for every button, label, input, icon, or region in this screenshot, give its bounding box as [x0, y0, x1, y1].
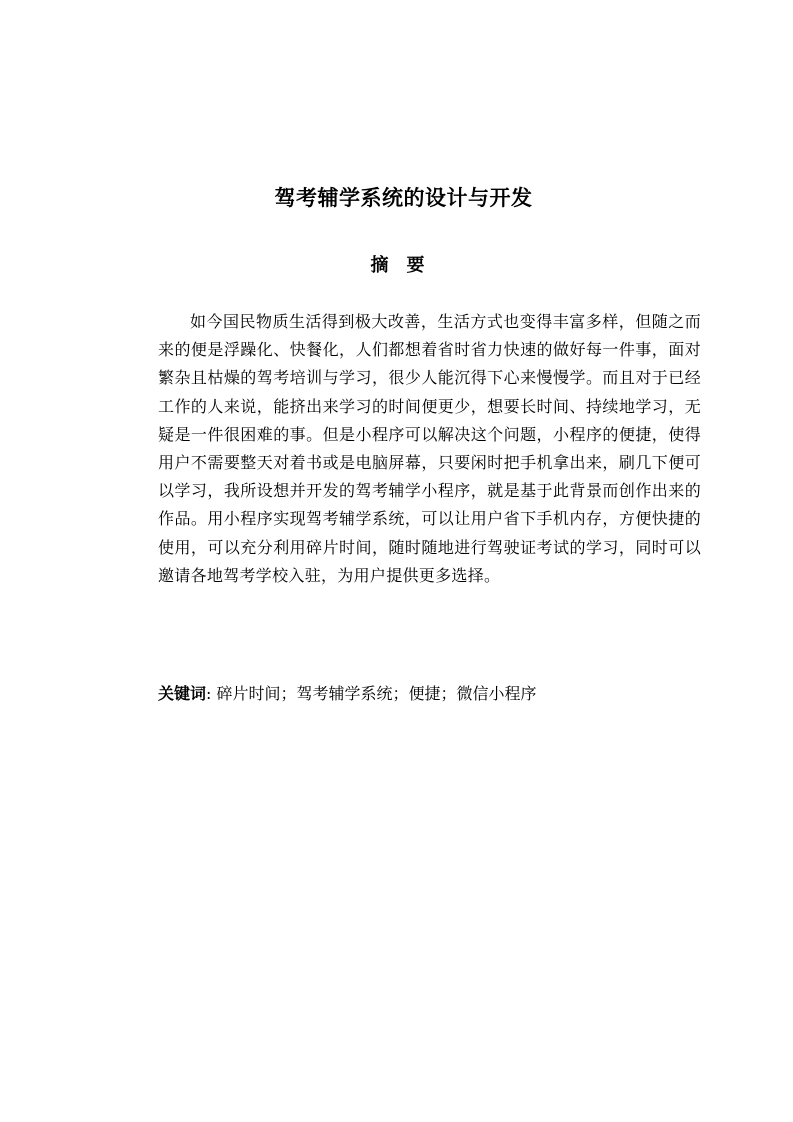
keywords-line	[158, 680, 701, 708]
keywords-label: 关键词	[158, 684, 207, 703]
keywords-value: 碎片时间；驾考辅学系统；便捷；微信小程序	[216, 684, 537, 703]
keywords-separator: :	[206, 684, 212, 703]
abstract-paragraph: 如今国民物质生活得到极大改善，生活方式也变得丰富多样，但随之而来的便是浮躁化、快餐化，人们都想着省时省力快速的做好每一件事，面对繁杂且枯燥的驾考培训与学习，很少人能沉得下心来慢慢学。而且对于已经工作的人来说，能挤出来学习的时间便更少，想要长时间、持续地学习，无疑是一件很困难的事。但是小程序可以解决这个问题，小程序的便捷，使得用户不需要整天对着书或是电脑屏幕，只要闲时把手机拿出来，刷几下便可以学习，我所设想并开发的驾考辅学小程序，就是基于此背景而创作出来的作品。用小程序实现驾考辅学系统，可以让用户省下手机内存，方便快捷的使用，可以充分利用碎片时间，随时随地进行驾驶证考试的学习，同时可以邀请各地驾考学校入驻，为用户提供更多选择。	[158, 312, 701, 585]
document-title: 驾考辅学系统的设计与开发	[274, 186, 533, 210]
abstract-heading: 摘要	[370, 255, 443, 276]
